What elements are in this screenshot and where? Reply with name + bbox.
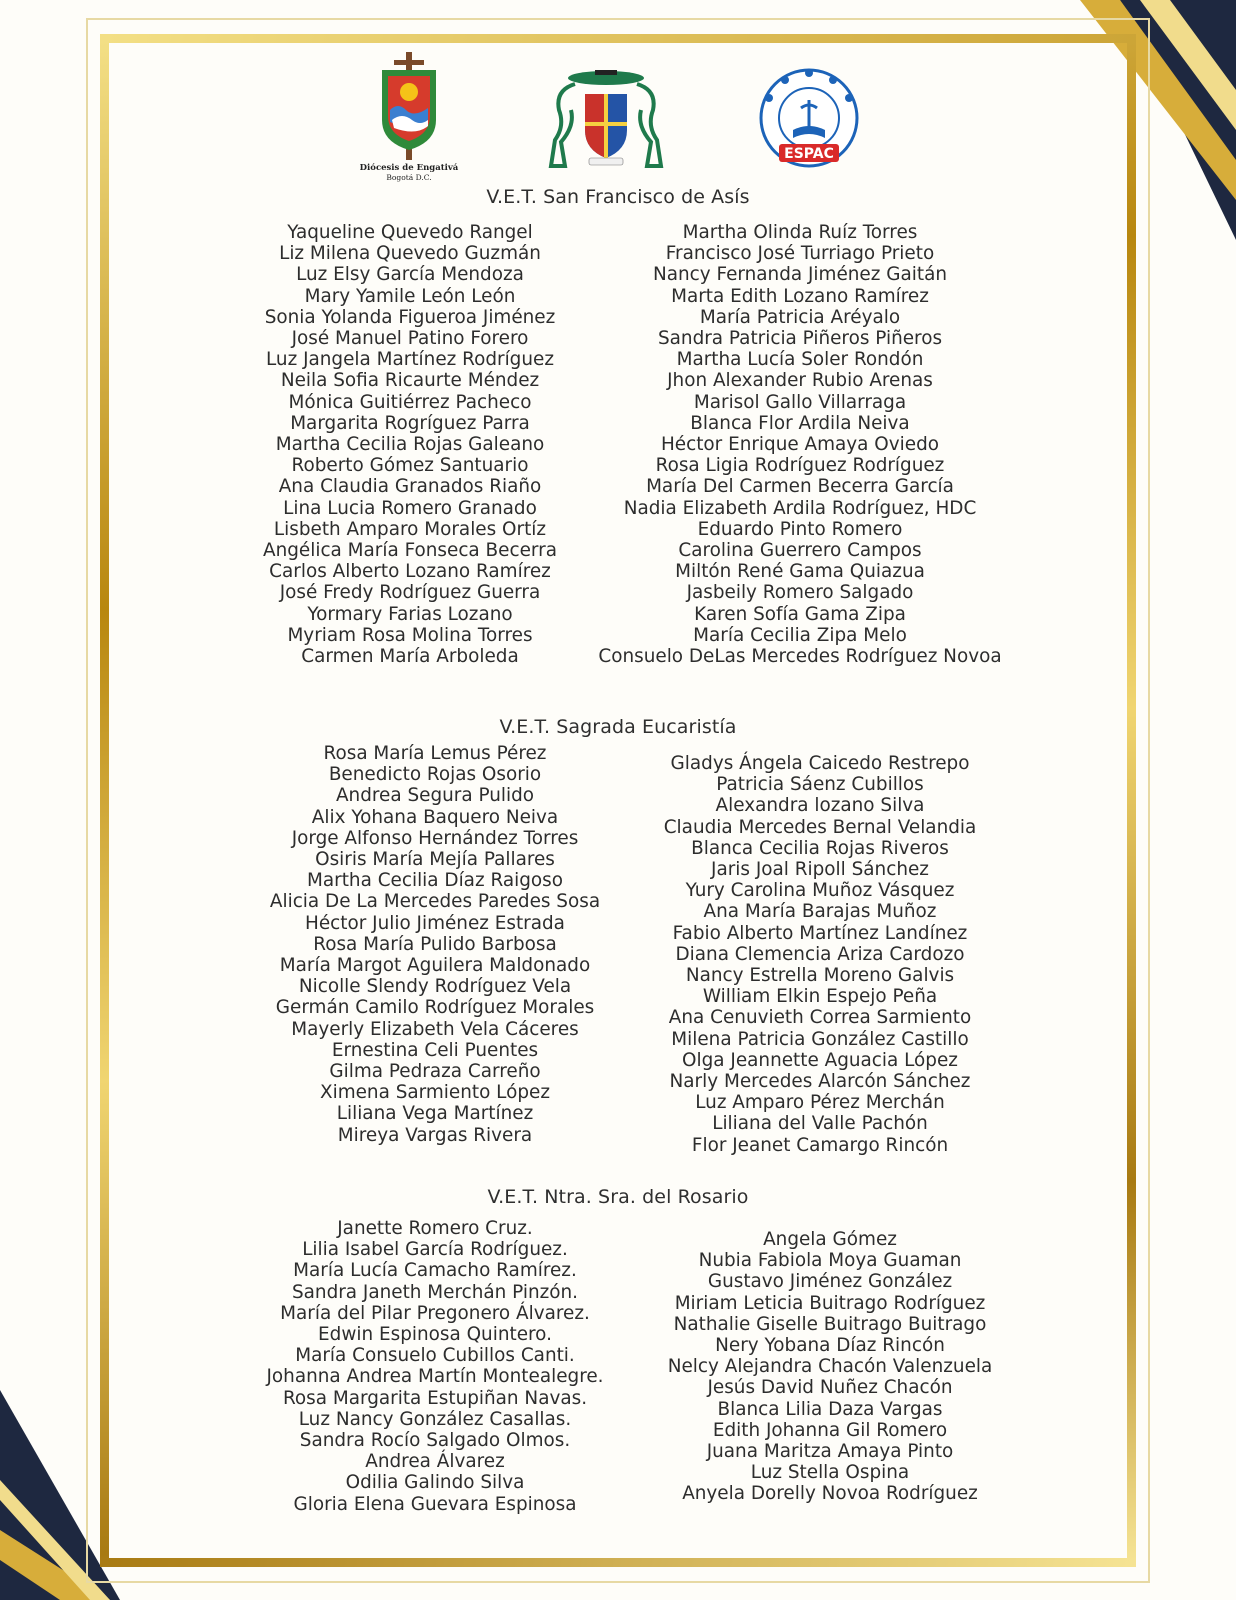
list-item: Marisol Gallo Villarraga — [693, 391, 907, 413]
section-title-san-francisco: V.E.T. San Francisco de Asís — [486, 186, 750, 208]
names-list-san-francisco-left — [240, 222, 580, 667]
list-item: Alix Yohana Baquero Neiva — [311, 806, 559, 828]
names-list-san-francisco-right — [580, 222, 1020, 667]
list-item: Nicolle Slendy Rodríguez Vela — [298, 976, 572, 998]
list-item: Blanca Lilia Daza Vargas — [717, 1398, 943, 1420]
list-item: Angélica María Fonseca Becerra — [263, 540, 557, 562]
list-item: María Cecilia Zipa Melo — [693, 624, 907, 646]
list-item: María Patricia Aréyalo — [699, 306, 901, 328]
list-item: Nadia Elizabeth Ardila Rodríguez, HDC — [623, 497, 977, 519]
diocese-caption-line2: Bogotá D.C. — [386, 173, 432, 182]
list-item: Narly Mercedes Alarcón Sánchez — [669, 1071, 971, 1093]
list-item: William Elkin Espejo Peña — [702, 986, 938, 1008]
names-list-sagrada-eucaristia-left — [240, 743, 630, 1146]
list-item: Andrea Álvarez — [365, 1451, 505, 1473]
list-item: Jorge Alfonso Hernández Torres — [291, 827, 579, 849]
list-item: Olga Jeannette Aguacia López — [682, 1049, 958, 1071]
list-item: Blanca Flor Ardila Neiva — [690, 412, 910, 434]
logos-row — [0, 50, 1236, 190]
list-item: Yaqueline Quevedo Rangel — [287, 222, 533, 243]
list-item: María Consuelo Cubillos Canti. — [295, 1345, 575, 1367]
list-item: Benedicto Rojas Osorio — [328, 764, 542, 786]
list-item: Marta Edith Lozano Ramírez — [671, 285, 929, 307]
list-item: Carmen María Arboleda — [301, 646, 519, 668]
list-item: Miriam Leticia Buitrago Rodríguez — [674, 1292, 986, 1314]
list-item: Rosa María Lemus Pérez — [323, 743, 547, 764]
list-item: Nancy Estrella Moreno Galvis — [685, 965, 955, 987]
list-item: Gloria Elena Guevara Espinosa — [293, 1493, 577, 1515]
list-item: Alexandra lozano Silva — [715, 795, 925, 817]
list-item: Nancy Fernanda Jiménez Gaitán — [652, 264, 948, 286]
list-item: Ana María Barajas Muñoz — [703, 901, 937, 923]
list-item: Blanca Cecilia Rojas Riveros — [691, 837, 949, 859]
list-item: Sandra Janeth Merchán Pinzón. — [291, 1281, 579, 1303]
list-item: Ana Cenuvieth Correa Sarmiento — [668, 1007, 972, 1029]
diocese-caption — [354, 164, 464, 182]
list-item: Sonia Yolanda Figueroa Jiménez — [264, 306, 556, 328]
list-item: Nathalie Giselle Buitrago Buitrago — [673, 1313, 987, 1335]
list-item: Claudia Mercedes Bernal Velandia — [663, 816, 977, 838]
list-item: Mireya Vargas Rivera — [337, 1124, 533, 1146]
list-item: Carlos Alberto Lozano Ramírez — [269, 561, 551, 583]
list-item: Héctor Enrique Amaya Oviedo — [660, 434, 940, 456]
bishop-coat-of-arms-logo — [545, 70, 667, 170]
list-item: Martha Cecilia Díaz Raigoso — [307, 870, 563, 892]
list-item: Nery Yobana Díaz Rincón — [715, 1335, 945, 1357]
list-item: Karen Sofía Gama Zipa — [694, 603, 906, 625]
list-item: Ana Claudia Granados Riaño — [278, 476, 542, 498]
list-item: Neila Sofia Ricaurte Méndez — [280, 370, 540, 392]
list-item: Sandra Patricia Piñeros Piñeros — [657, 328, 943, 350]
list-item: Janette Romero Cruz. — [337, 1218, 533, 1239]
names-list-rosario-left — [240, 1218, 630, 1515]
list-item: Lisbeth Amparo Morales Ortíz — [273, 518, 547, 540]
list-item: Jaris Joal Ripoll Sánchez — [711, 859, 929, 881]
list-item: Johanna Andrea Martín Montealegre. — [266, 1366, 604, 1388]
list-item: Sandra Rocío Salgado Olmos. — [299, 1430, 571, 1452]
list-item: Nelcy Alejandra Chacón Valenzuela — [667, 1356, 993, 1378]
list-item: Liliana Vega Martínez — [336, 1103, 534, 1125]
list-item: Jhon Alexander Rubio Arenas — [667, 370, 933, 392]
list-item: Myriam Rosa Molina Torres — [287, 624, 533, 646]
list-item: Edith Johanna Gil Romero — [712, 1419, 948, 1441]
list-item: Fabio Alberto Martínez Landínez — [672, 922, 968, 944]
list-item: Mónica Guitiérrez Pacheco — [288, 391, 532, 413]
list-item: Carolina Guerrero Campos — [678, 540, 922, 562]
list-item: María Del Carmen Becerra García — [646, 476, 954, 498]
list-item: Diana Clemencia Ariza Cardozo — [675, 943, 965, 965]
list-item: Luz Stella Ospina — [750, 1462, 910, 1484]
list-item: Germán Camilo Rodríguez Morales — [275, 997, 595, 1019]
list-item: Flor Jeanet Camargo Rincón — [691, 1134, 949, 1156]
list-item: Miltón René Gama Quiazua — [675, 561, 925, 583]
list-item: María del Pilar Pregonero Álvarez. — [280, 1302, 590, 1324]
list-item: José Fredy Rodríguez Guerra — [279, 582, 541, 604]
list-item: Rosa Margarita Estupiñan Navas. — [282, 1387, 588, 1409]
list-item: Consuelo DeLas Mercedes Rodríguez Novoa — [598, 646, 1002, 668]
list-item: Nubia Fabiola Moya Guaman — [698, 1250, 962, 1272]
list-item: Lina Lucia Romero Granado — [283, 497, 537, 519]
list-item: Francisco José Turriago Prieto — [665, 243, 935, 265]
diocese-coat-of-arms-logo — [378, 50, 440, 162]
list-item: Alicia De La Mercedes Paredes Sosa — [269, 891, 601, 913]
list-item: Jesús David Nuñez Chacón — [707, 1377, 953, 1399]
list-item: Martha Cecilia Rojas Galeano — [275, 434, 545, 456]
list-item: Liliana del Valle Pachón — [712, 1113, 928, 1135]
diocese-caption-line1: Diócesis de Engativá — [359, 163, 459, 173]
list-item: Odilia Galindo Silva — [345, 1472, 525, 1494]
list-item: Lilia Isabel García Rodríguez. — [302, 1239, 568, 1261]
list-item: Patricia Sáenz Cubillos — [716, 774, 924, 796]
list-item: Rosa María Pulido Barbosa — [313, 933, 557, 955]
list-item: Rosa Ligia Rodríguez Rodríguez — [655, 455, 945, 477]
list-item: Gladys Ángela Caicedo Restrepo — [670, 753, 970, 774]
section-title-rosario: V.E.T. Ntra. Sra. del Rosario — [487, 1186, 749, 1208]
list-item: Juana Maritza Amaya Pinto — [706, 1441, 954, 1463]
list-item: Jasbeily Romero Salgado — [686, 582, 914, 604]
list-item: Ximena Sarmiento López — [319, 1082, 550, 1104]
list-item: Eduardo Pinto Romero — [697, 518, 903, 540]
names-list-rosario-right — [640, 1229, 1020, 1505]
list-item: María Lucía Camacho Ramírez. — [293, 1260, 577, 1282]
list-item: Gustavo Jiménez González — [707, 1271, 953, 1293]
list-item: Héctor Julio Jiménez Estrada — [305, 912, 565, 934]
list-item: Gilma Pedraza Carreño — [329, 1061, 541, 1083]
list-item: Yury Carolina Muñoz Vásquez — [685, 880, 955, 902]
list-item: Mayerly Elizabeth Vela Cáceres — [291, 1018, 579, 1040]
list-item: Anyela Dorelly Novoa Rodríguez — [682, 1483, 978, 1505]
list-item: Margarita Rogríguez Parra — [290, 412, 530, 434]
list-item: Angela Gómez — [763, 1229, 897, 1250]
espac-catechists-school-logo — [755, 64, 863, 172]
espac-logo-text: ESPAC — [784, 146, 834, 162]
list-item: Luz Nancy González Casallas. — [298, 1408, 572, 1430]
list-item: Luz Jangela Martínez Rodríguez — [266, 349, 554, 371]
list-item: Milena Patricia González Castillo — [671, 1028, 969, 1050]
list-item: Martha Olinda Ruíz Torres — [682, 222, 918, 243]
list-item: Luz Elsy García Mendoza — [296, 264, 524, 286]
list-item: Osiris María Mejía Pallares — [315, 849, 555, 871]
section-title-sagrada-eucaristia: V.E.T. Sagrada Eucaristía — [499, 716, 737, 738]
list-item: Ernestina Celi Puentes — [331, 1039, 539, 1061]
list-item: Yormary Farias Lozano — [307, 603, 513, 625]
list-item: José Manuel Patino Forero — [291, 328, 529, 350]
list-item: Roberto Gómez Santuario — [291, 455, 529, 477]
list-item: María Margot Aguilera Maldonado — [279, 955, 591, 977]
names-list-sagrada-eucaristia-right — [630, 753, 1010, 1156]
list-item: Martha Lucía Soler Rondón — [676, 349, 924, 371]
list-item: Liz Milena Quevedo Guzmán — [279, 243, 541, 265]
list-item: Edwin Espinosa Quintero. — [318, 1324, 552, 1346]
list-item: Andrea Segura Pulido — [335, 785, 535, 807]
list-item: Mary Yamile León León — [304, 285, 516, 307]
list-item: Luz Amparo Pérez Merchán — [695, 1092, 945, 1114]
